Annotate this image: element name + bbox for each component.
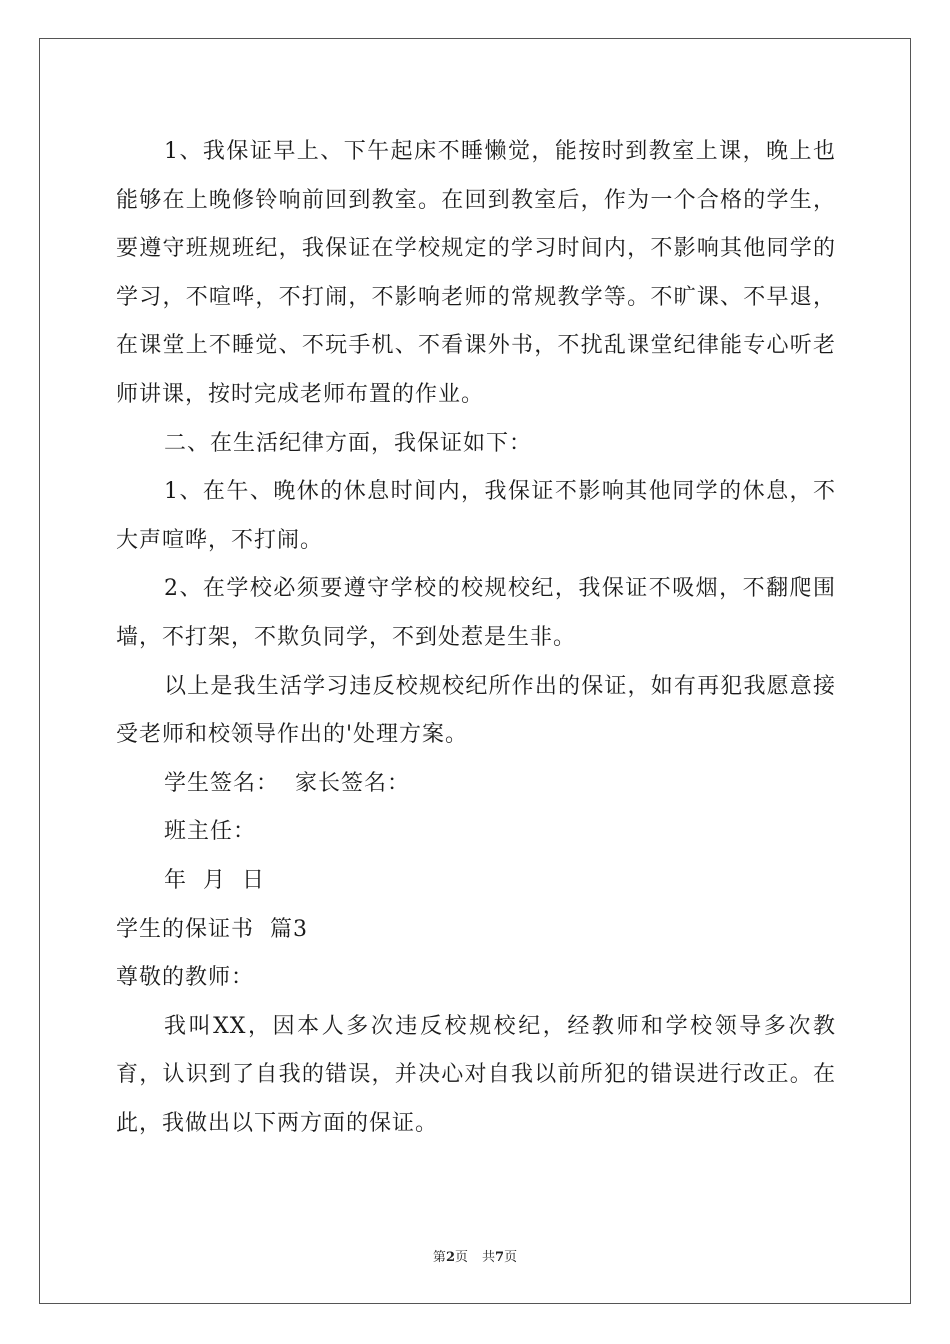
section-title: 学生的保证书 篇3 (116, 916, 308, 942)
student-parent-signature: 学生签名： 家长签名： (164, 770, 410, 796)
paragraph-1: 1、我保证早上、下午起床不睡懒觉，能按时到教室上课，晚上也能够在上晚修铃响前回到教室。在回到教室后，作为一个合格的学生，要遵守班规班纪，我保证在学校规定的学习时间内，不影响其他同学的学习，不喧哗，不打闹，不影响老师的常规教学等。不旷课、不早退，在课堂上不睡觉、不玩手机、不看课外书，不扰乱课堂纪律能专心听老师讲课，按时完成老师布置的作业。 (116, 139, 836, 407)
page-suffix: 页 (454, 1250, 468, 1265)
paragraph-5: 以上是我生活学习违反校规校纪所作出的保证，如有再犯我愿意接受老师和校领导作出的'处理方案。 (116, 673, 836, 748)
page-number: 2 (445, 1250, 455, 1265)
date-line: 年 月 日 (164, 867, 265, 893)
total-suffix: 页 (504, 1250, 518, 1265)
paragraph-3: 1、在午、晚休的休息时间内，我保证不影响其他同学的休息，不大声喧哗，不打闹。 (116, 479, 836, 553)
page-footer (0, 1246, 950, 1265)
total-prefix: 共 (482, 1250, 496, 1265)
page-prefix: 第 (432, 1250, 446, 1265)
body-paragraph-1: 我叫XX，因本人多次违反校规校纪，经教师和学校领导多次教育，认识到了自我的错误，并决心对自我以前所犯的错误进行改正。在此，我做出以下两方面的保证。 (116, 1013, 836, 1136)
document-body (116, 128, 836, 1148)
total-pages: 7 (495, 1250, 505, 1265)
head-teacher-signature: 班主任： (164, 819, 257, 845)
paragraph-2: 二、在生活纪律方面，我保证如下： (164, 430, 533, 456)
paragraph-4: 2、在学校必须要遵守学校的校规校纪，我保证不吸烟，不翻爬围墙，不打架，不欺负同学，不到处惹是生非。 (116, 576, 836, 650)
salutation: 尊敬的教师： (116, 965, 255, 991)
